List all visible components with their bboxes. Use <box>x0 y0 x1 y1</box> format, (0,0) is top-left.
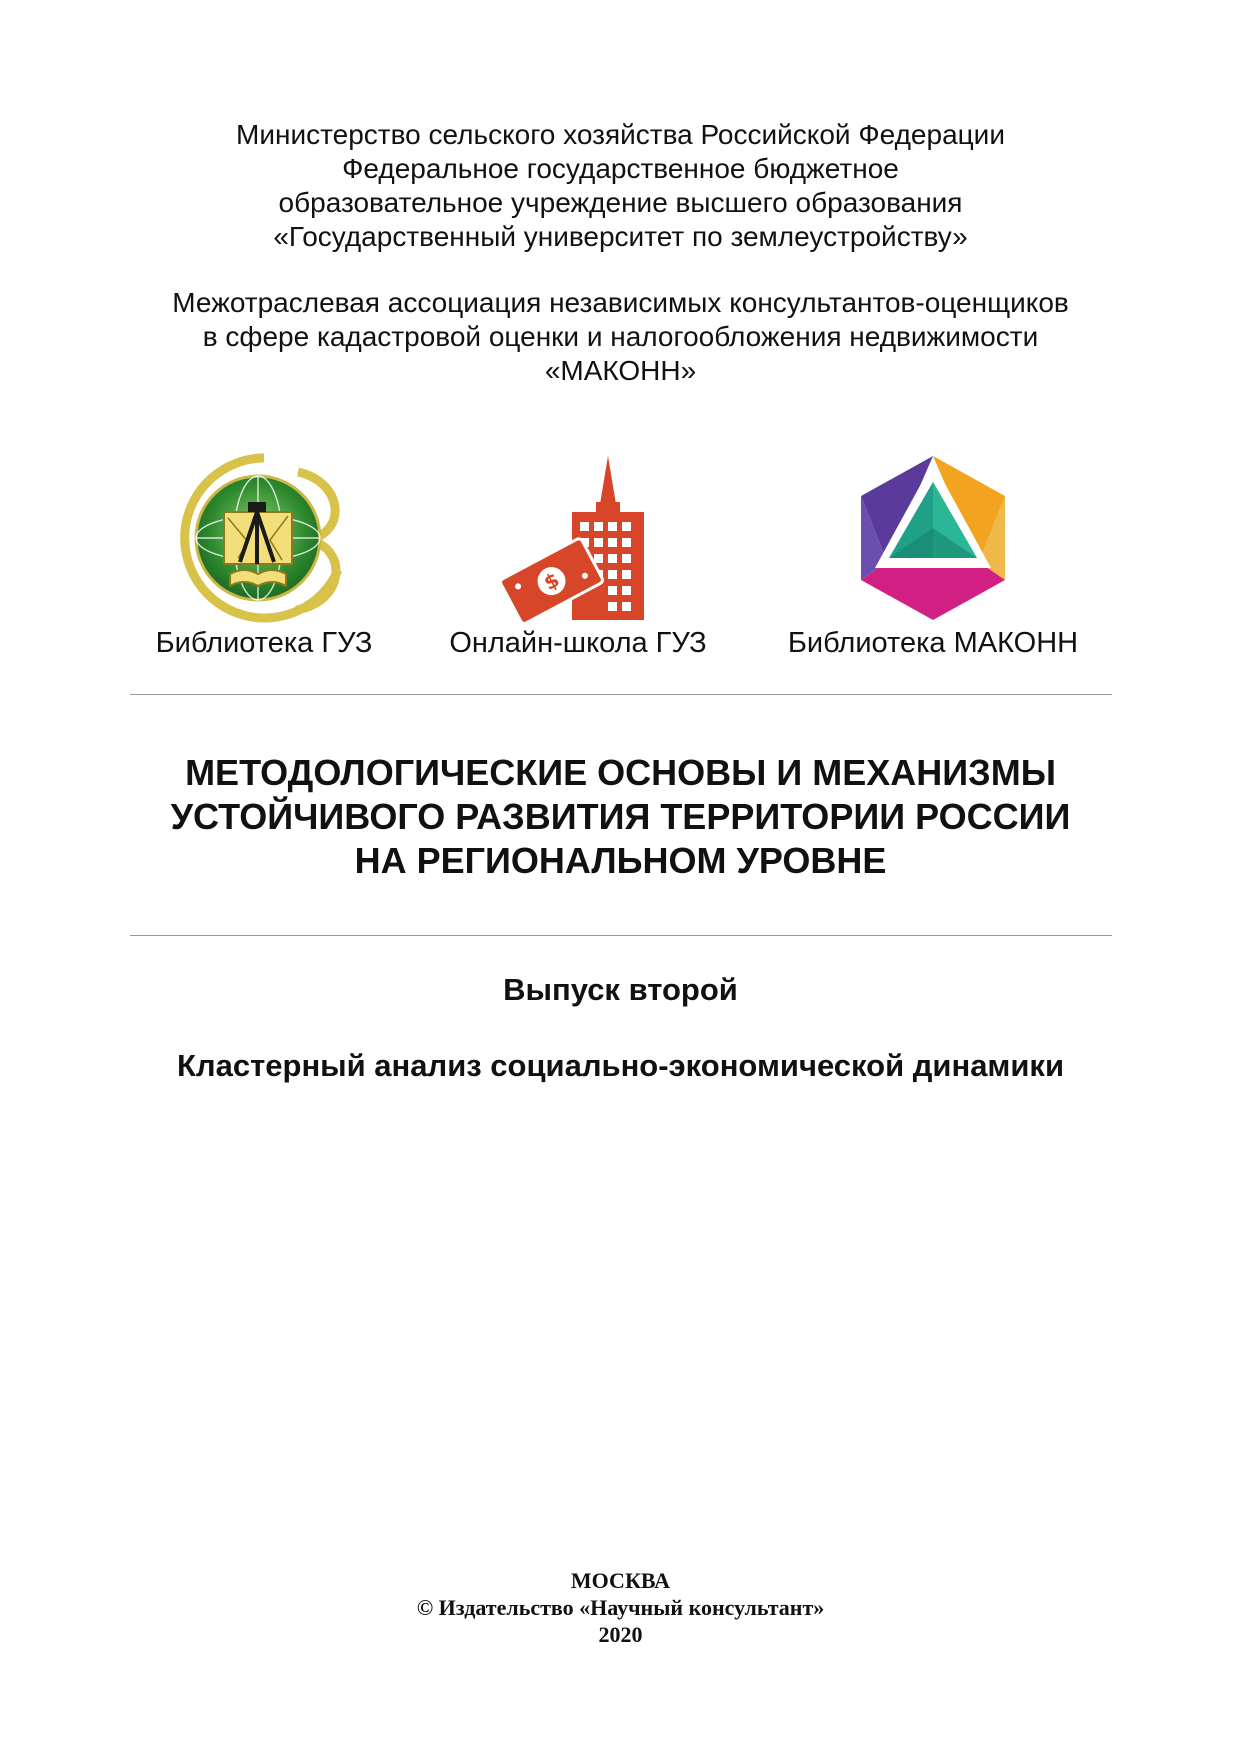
guz-emblem-icon <box>178 452 350 624</box>
guz-library-link[interactable] <box>114 452 414 660</box>
ministry-line: Министерство сельского хозяйства Российской Федерации <box>236 119 1005 150</box>
top-divider <box>130 694 1112 695</box>
association-header <box>0 286 1241 388</box>
issue-heading <box>0 970 1241 1010</box>
makonn-hexagon-icon <box>847 452 1019 624</box>
guz-library-label: Библиотека ГУЗ <box>155 627 373 659</box>
imprint-year: 2020 <box>598 1622 643 1647</box>
imprint-city: МОСКВА <box>570 1568 671 1593</box>
institution-level-line: образовательное учреждение высшего образования <box>278 187 963 218</box>
makonn-library-link[interactable] <box>783 452 1083 660</box>
online-school-label: Онлайн-школа ГУЗ <box>449 627 707 659</box>
title-line-2: УСТОЙЧИВОГО РАЗВИТИЯ ТЕРРИТОРИИ РОССИИ <box>170 796 1071 837</box>
subtitle-label: Кластерный анализ социально-экономической динамики <box>176 1048 1064 1083</box>
imprint-publisher: © Издательство «Научный консультант» <box>416 1595 825 1620</box>
subtitle-heading <box>0 1046 1241 1086</box>
issue-label: Выпуск второй <box>503 972 738 1007</box>
association-name-line: «МАКОНН» <box>544 355 697 386</box>
institution-type-line: Федеральное государственное бюджетное <box>342 153 899 184</box>
online-school-link[interactable] <box>428 452 728 660</box>
imprint <box>0 1567 1241 1648</box>
association-line: Межотраслевая ассоциация независимых консультантов-оценщиков <box>172 287 1069 318</box>
svg-text:$: $ <box>539 567 564 595</box>
university-name-line: «Государственный университет по землеустройству» <box>273 221 968 252</box>
bottom-divider <box>130 935 1112 936</box>
title-line-3: НА РЕГИОНАЛЬНОМ УРОВНЕ <box>354 840 887 881</box>
title-line-1: МЕТОДОЛОГИЧЕСКИЕ ОСНОВЫ И МЕХАНИЗМЫ <box>185 752 1056 793</box>
online-school-building-icon <box>492 452 664 624</box>
makonn-library-label: Библиотека МАКОНН <box>787 627 1079 659</box>
book-title <box>0 751 1241 883</box>
association-scope-line: в сфере кадастровой оценки и налогообложения недвижимости <box>202 321 1039 352</box>
ministry-header <box>0 118 1241 254</box>
